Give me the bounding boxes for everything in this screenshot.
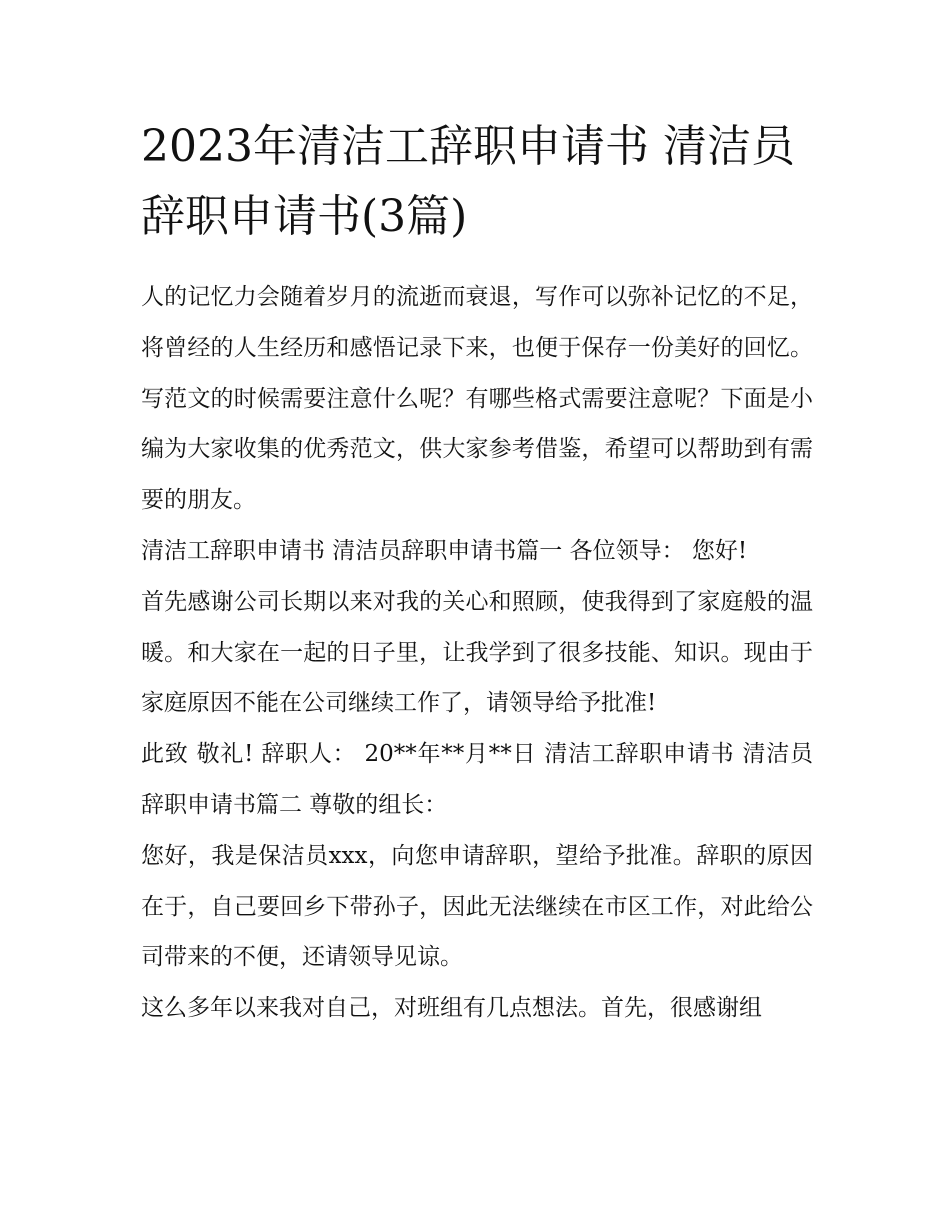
document-body xyxy=(141,272,813,1034)
paragraph-greeting: 清洁工辞职申请书 清洁员辞职申请书篇一 各位领导： 您好! xyxy=(141,537,748,564)
paragraph-thanks: 首先感谢公司长期以来对我的关心和照顾，使我得到了家庭般的温暖。和大家在一起的日子里，让我学到了很多技能、知识。现由于家庭原因不能在公司继续工作了，请领导给予批准! xyxy=(141,588,813,717)
paragraph-intro: 人的记忆力会随着岁月的流逝而衰退，写作可以弥补记忆的不足，将曾经的人生经历和感悟记录下来，也便于保存一份美好的回忆。写范文的时候需要注意什么呢？有哪些格式需要注意呢？下面是小编为大家收集的优秀范文，供大家参考借鉴，希望可以帮助到有需要的朋友。 xyxy=(141,284,813,514)
paragraph-thoughts: 这么多年以来我对自己，对班组有几点想法。首先，很感谢组 xyxy=(141,995,762,1022)
paragraph-request: 您好，我是保洁员xxx，向您申请辞职，望给予批准。辞职的原因在于，自己要回乡下带孙子，因此无法继续在市区工作，对此给公司带来的不便，还请领导见谅。 xyxy=(141,842,813,971)
document-title: 2023年清洁工辞职申请书 清洁员辞职申请书(3篇) xyxy=(141,121,795,242)
document-page xyxy=(141,112,813,1034)
paragraph-signoff: 此致 敬礼! 辞职人： 20**年**月**日 清洁工辞职申请书 清洁员辞职申请书篇二 尊敬的组长： xyxy=(141,741,813,818)
